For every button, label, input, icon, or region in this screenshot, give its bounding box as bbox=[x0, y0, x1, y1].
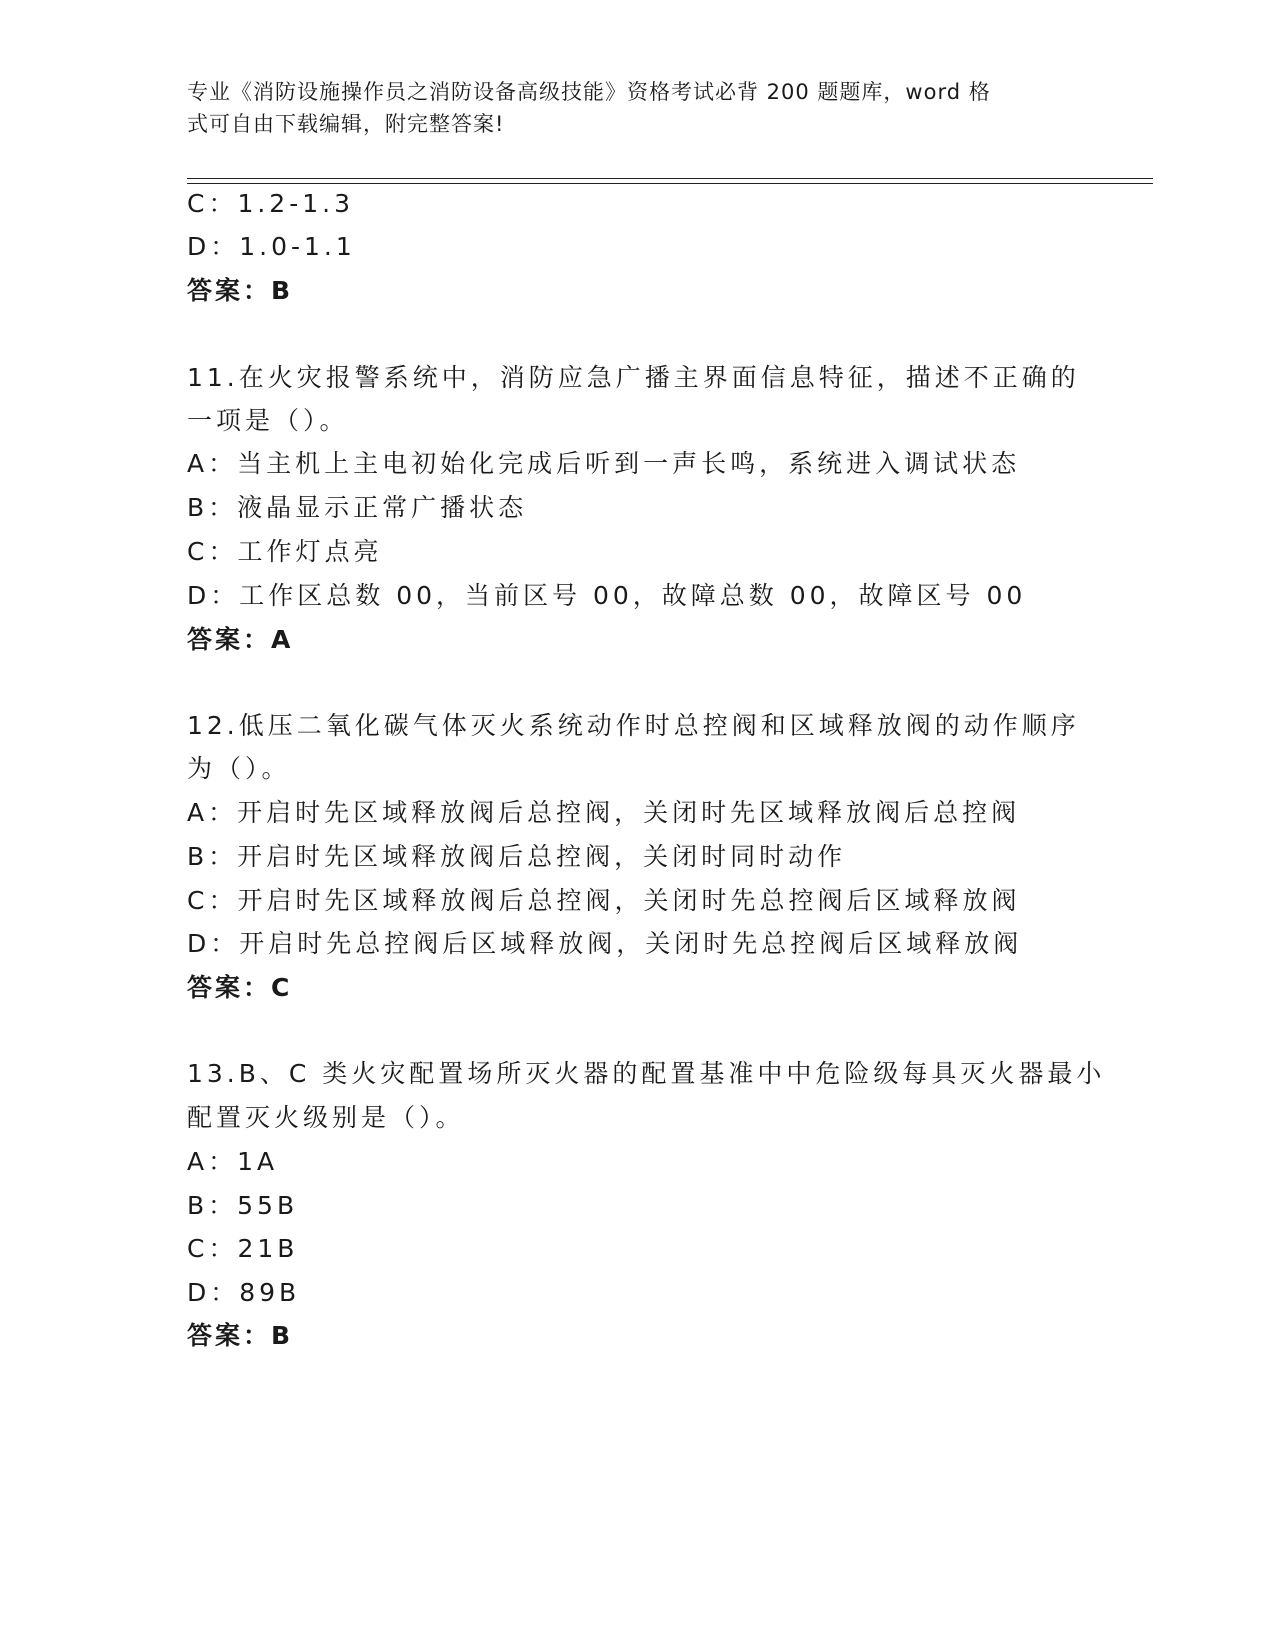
question-stem-cont: 为（）。 bbox=[187, 754, 291, 783]
option-b: B：55B bbox=[187, 1191, 299, 1220]
option-a: A：开启时先区域释放阀后总控阀，关闭时先区域释放阀后总控阀 bbox=[187, 798, 1021, 827]
option-d: D：工作区总数 00，当前区号 00，故障总数 00，故障区号 00 bbox=[187, 581, 1027, 610]
option-b: B：开启时先区域释放阀后总控阀，关闭时同时动作 bbox=[187, 842, 847, 871]
option-b: B：液晶显示正常广播状态 bbox=[187, 493, 528, 522]
option-c: C：21B bbox=[187, 1234, 299, 1263]
answer-line: 答案：B bbox=[187, 1321, 294, 1350]
question-stem-cont: 一项是（）。 bbox=[187, 406, 349, 435]
option-c: C：1.2-1.3 bbox=[187, 189, 354, 218]
option-d: D：89B bbox=[187, 1278, 301, 1307]
header-line-2: 式可自由下载编辑，附完整答案! bbox=[187, 112, 505, 136]
question-stem: 11.在火灾报警系统中，消防应急广播主界面信息特征，描述不正确的 bbox=[187, 363, 1080, 392]
document-header bbox=[187, 76, 1067, 140]
option-c: C：开启时先区域释放阀后总控阀，关闭时先总控阀后区域释放阀 bbox=[187, 886, 1021, 915]
option-c: C：工作灯点亮 bbox=[187, 537, 383, 566]
question-stem-cont: 配置灭火级别是（）。 bbox=[187, 1103, 465, 1132]
question-stem: 13.B、C 类火灾配置场所灭火器的配置基准中中危险级每具灭火器最小 bbox=[187, 1059, 1106, 1088]
option-d: D：开启时先总控阀后区域释放阀，关闭时先总控阀后区域释放阀 bbox=[187, 929, 1023, 958]
answer-line: 答案：C bbox=[187, 973, 293, 1002]
answer-line: 答案：B bbox=[187, 276, 294, 305]
option-a: A：当主机上主电初始化完成后听到一声长鸣，系统进入调试状态 bbox=[187, 449, 1021, 478]
option-d: D：1.0-1.1 bbox=[187, 232, 356, 261]
header-rule-top bbox=[187, 178, 1153, 179]
answer-line: 答案：A bbox=[187, 625, 294, 654]
header-rule-bottom bbox=[187, 183, 1153, 184]
option-a: A：1A bbox=[187, 1147, 279, 1176]
header-line-1: 专业《消防设施操作员之消防设备高级技能》资格考试必背 200 题题库，word 格 bbox=[187, 80, 991, 104]
question-stem: 12.低压二氧化碳气体灭火系统动作时总控阀和区域释放阀的动作顺序 bbox=[187, 711, 1080, 740]
